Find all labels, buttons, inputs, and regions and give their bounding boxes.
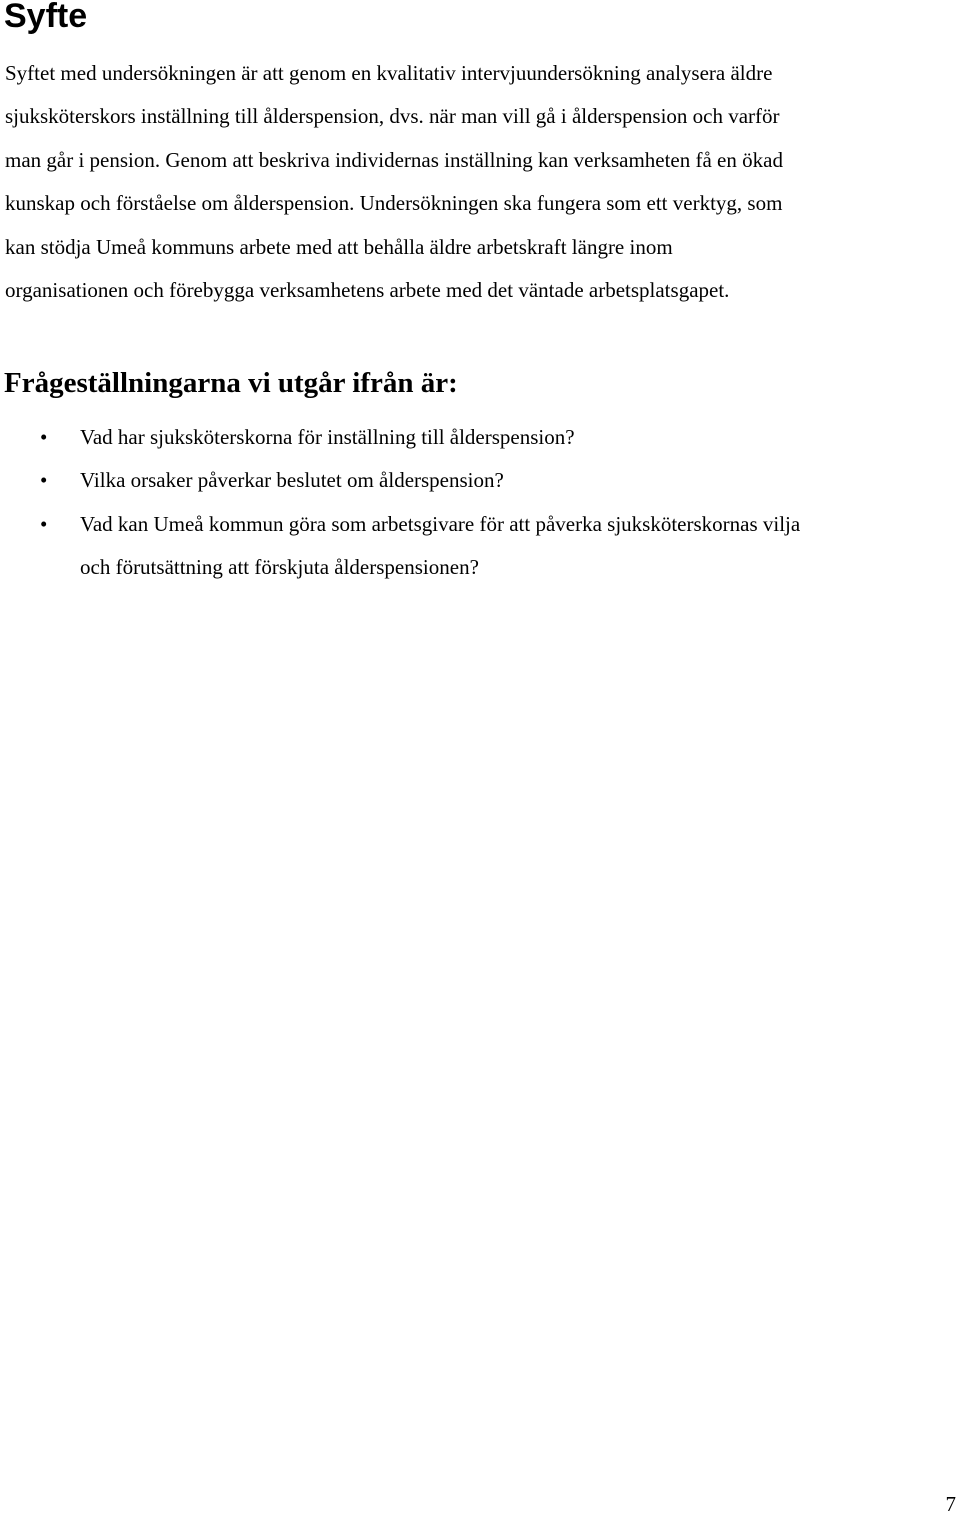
paragraph-line: sjuksköterskors inställning till ålderspension, dvs. när man vill gå i ålderspension och varför — [5, 104, 780, 129]
paragraph-line: Syftet med undersökningen är att genom en kvalitativ intervjuundersökning analysera äldre — [5, 61, 773, 85]
questions-heading: Frågeställningarna vi utgår ifrån är: — [4, 367, 458, 399]
question-text: Vad har sjuksköterskorna för inställning till ålderspension? — [80, 425, 575, 449]
bullet-icon: • — [40, 468, 48, 493]
paragraph-line: kan stödja Umeå kommuns arbete med att behålla äldre arbetskraft längre inom — [5, 234, 673, 259]
bullet-icon: • — [40, 425, 48, 449]
purpose-paragraph — [5, 52, 957, 312]
paragraph-line: kunskap och förståelse om ålderspension. Undersökningen ska fungera som ett verktyg, som — [5, 191, 783, 216]
question-list — [0, 416, 960, 590]
question-item — [0, 459, 960, 502]
question-text: Vilka orsaker påverkar beslutet om ålderspension? — [80, 468, 504, 493]
question-item — [0, 503, 960, 590]
page-number: 7 — [945, 1492, 956, 1516]
question-item — [0, 416, 960, 459]
paragraph-line: organisationen och förebygga verksamhetens arbete med det väntade arbetsplatsgapet. — [5, 278, 730, 303]
question-text: och förutsättning att förskjuta ålderspensionen? — [80, 555, 479, 580]
section-title: Syfte — [4, 0, 88, 35]
bullet-icon: • — [40, 511, 48, 536]
paragraph-line: man går i pension. Genom att beskriva individernas inställning kan verksamheten få en ökad — [5, 147, 783, 172]
question-text: Vad kan Umeå kommun göra som arbetsgivare för att påverka sjuksköterskornas vilja — [80, 511, 801, 536]
